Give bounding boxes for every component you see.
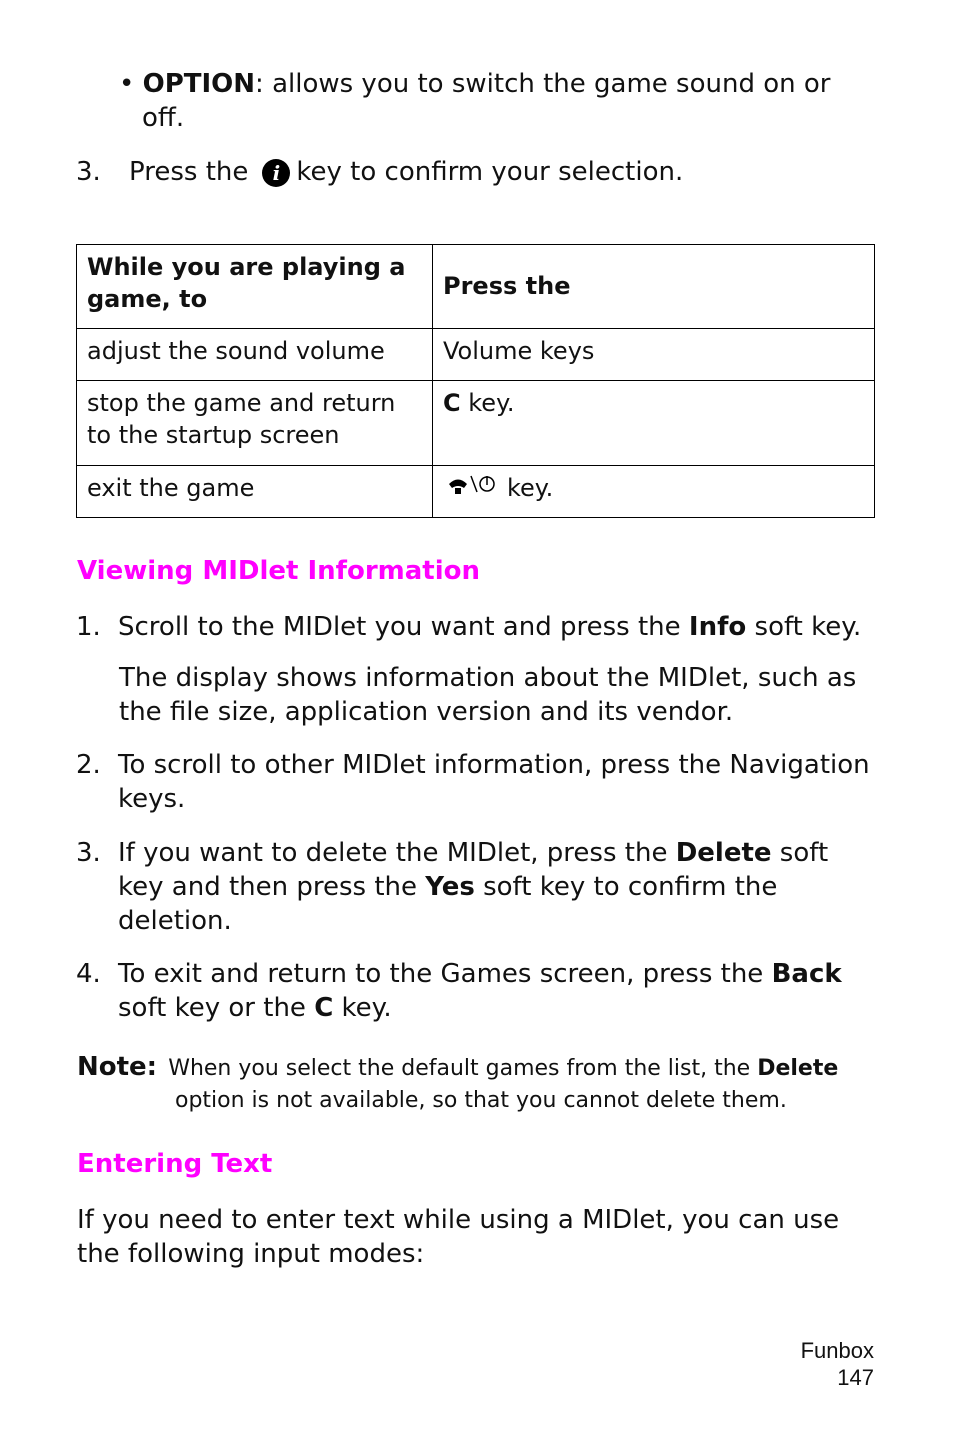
key-suffix: key. <box>507 474 554 502</box>
step-text: key and then press the <box>118 872 426 902</box>
option-description: : allows you to switch the game sound on or <box>255 69 831 99</box>
ok-key-icon: i <box>262 159 290 187</box>
paragraph-line: If you need to enter text while using a MIDlet, you can use <box>77 1205 840 1235</box>
paragraph-line: The display shows information about the MIDlet, such as <box>119 663 857 693</box>
step-text: To exit and return to the Games screen, press the <box>118 959 772 989</box>
table-cell-action: adjust the sound volume <box>77 329 433 381</box>
info-soft-key: Info <box>688 612 747 642</box>
option-term: OPTION <box>142 69 256 99</box>
section-heading-entering-text: Entering Text <box>77 1149 273 1179</box>
paragraph-line: the file size, application version and its vendor. <box>119 697 734 727</box>
table-header-key: Press the <box>433 245 875 329</box>
back-soft-key: Back <box>771 959 842 989</box>
paragraph-line: the following input modes: <box>77 1239 425 1269</box>
step-number: 3. <box>76 157 101 187</box>
table-row <box>77 466 875 518</box>
list-item <box>76 748 896 816</box>
step-number: 2. <box>76 750 101 780</box>
table-cell-action: stop the game and return to the startup screen <box>77 381 433 466</box>
step-number: 4. <box>76 959 101 989</box>
key-suffix: key. <box>460 389 515 417</box>
step-confirm <box>76 155 876 189</box>
table-header-action: While you are playing a game, to <box>77 245 433 329</box>
table-cell-key <box>433 381 875 466</box>
step-text: To scroll to other MIDlet information, press the Navigation <box>118 750 870 780</box>
step-number: 1. <box>76 612 101 642</box>
step-text: deletion. <box>118 906 232 936</box>
step-text: soft key. <box>746 612 862 642</box>
step-text: If you want to delete the MIDlet, press the <box>118 838 676 868</box>
footer-section-name: Funbox <box>800 1338 874 1363</box>
note-delete-bold: Delete <box>757 1056 839 1081</box>
paragraph <box>119 661 899 729</box>
paragraph <box>77 1203 897 1271</box>
option-description-continued: off. <box>142 103 185 133</box>
step-text-before: Press the <box>129 157 249 187</box>
table-cell-key: Volume keys <box>433 329 875 381</box>
table-row <box>77 329 875 381</box>
note-block <box>77 1052 897 1084</box>
bullet: • <box>119 69 135 99</box>
step-text: soft key or the <box>118 993 315 1023</box>
list-item <box>76 957 896 1025</box>
note-label: Note: <box>77 1052 158 1082</box>
step-text-after: key to confirm your selection. <box>296 157 684 187</box>
c-key-label: C <box>314 993 334 1023</box>
step-text: soft key to confirm the <box>474 872 778 902</box>
section-heading-midlet-info: Viewing MIDlet Information <box>77 556 480 586</box>
page-number: 147 <box>837 1365 874 1390</box>
table-cell-key <box>433 466 875 518</box>
yes-soft-key: Yes <box>425 872 475 902</box>
note-text-continued: option is not available, so that you cannot delete them. <box>175 1088 787 1113</box>
note-text: When you select the default games from the list, the <box>168 1056 758 1081</box>
step-number: 3. <box>76 838 101 868</box>
c-key-label: C <box>443 389 461 417</box>
table-cell-action: exit the game <box>77 466 433 518</box>
table-row <box>77 381 875 466</box>
end-power-key-icon <box>443 472 497 506</box>
page-footer <box>700 1337 874 1391</box>
list-item <box>76 610 896 644</box>
step-text: Scroll to the MIDlet you want and press the <box>118 612 689 642</box>
step-text: key. <box>333 993 392 1023</box>
delete-soft-key: Delete <box>675 838 772 868</box>
step-text: keys. <box>118 784 186 814</box>
table-header-row <box>77 245 875 329</box>
step-text: soft <box>771 838 829 868</box>
game-keys-table <box>76 244 875 518</box>
list-item <box>76 836 896 938</box>
option-bullet-item <box>119 67 879 101</box>
